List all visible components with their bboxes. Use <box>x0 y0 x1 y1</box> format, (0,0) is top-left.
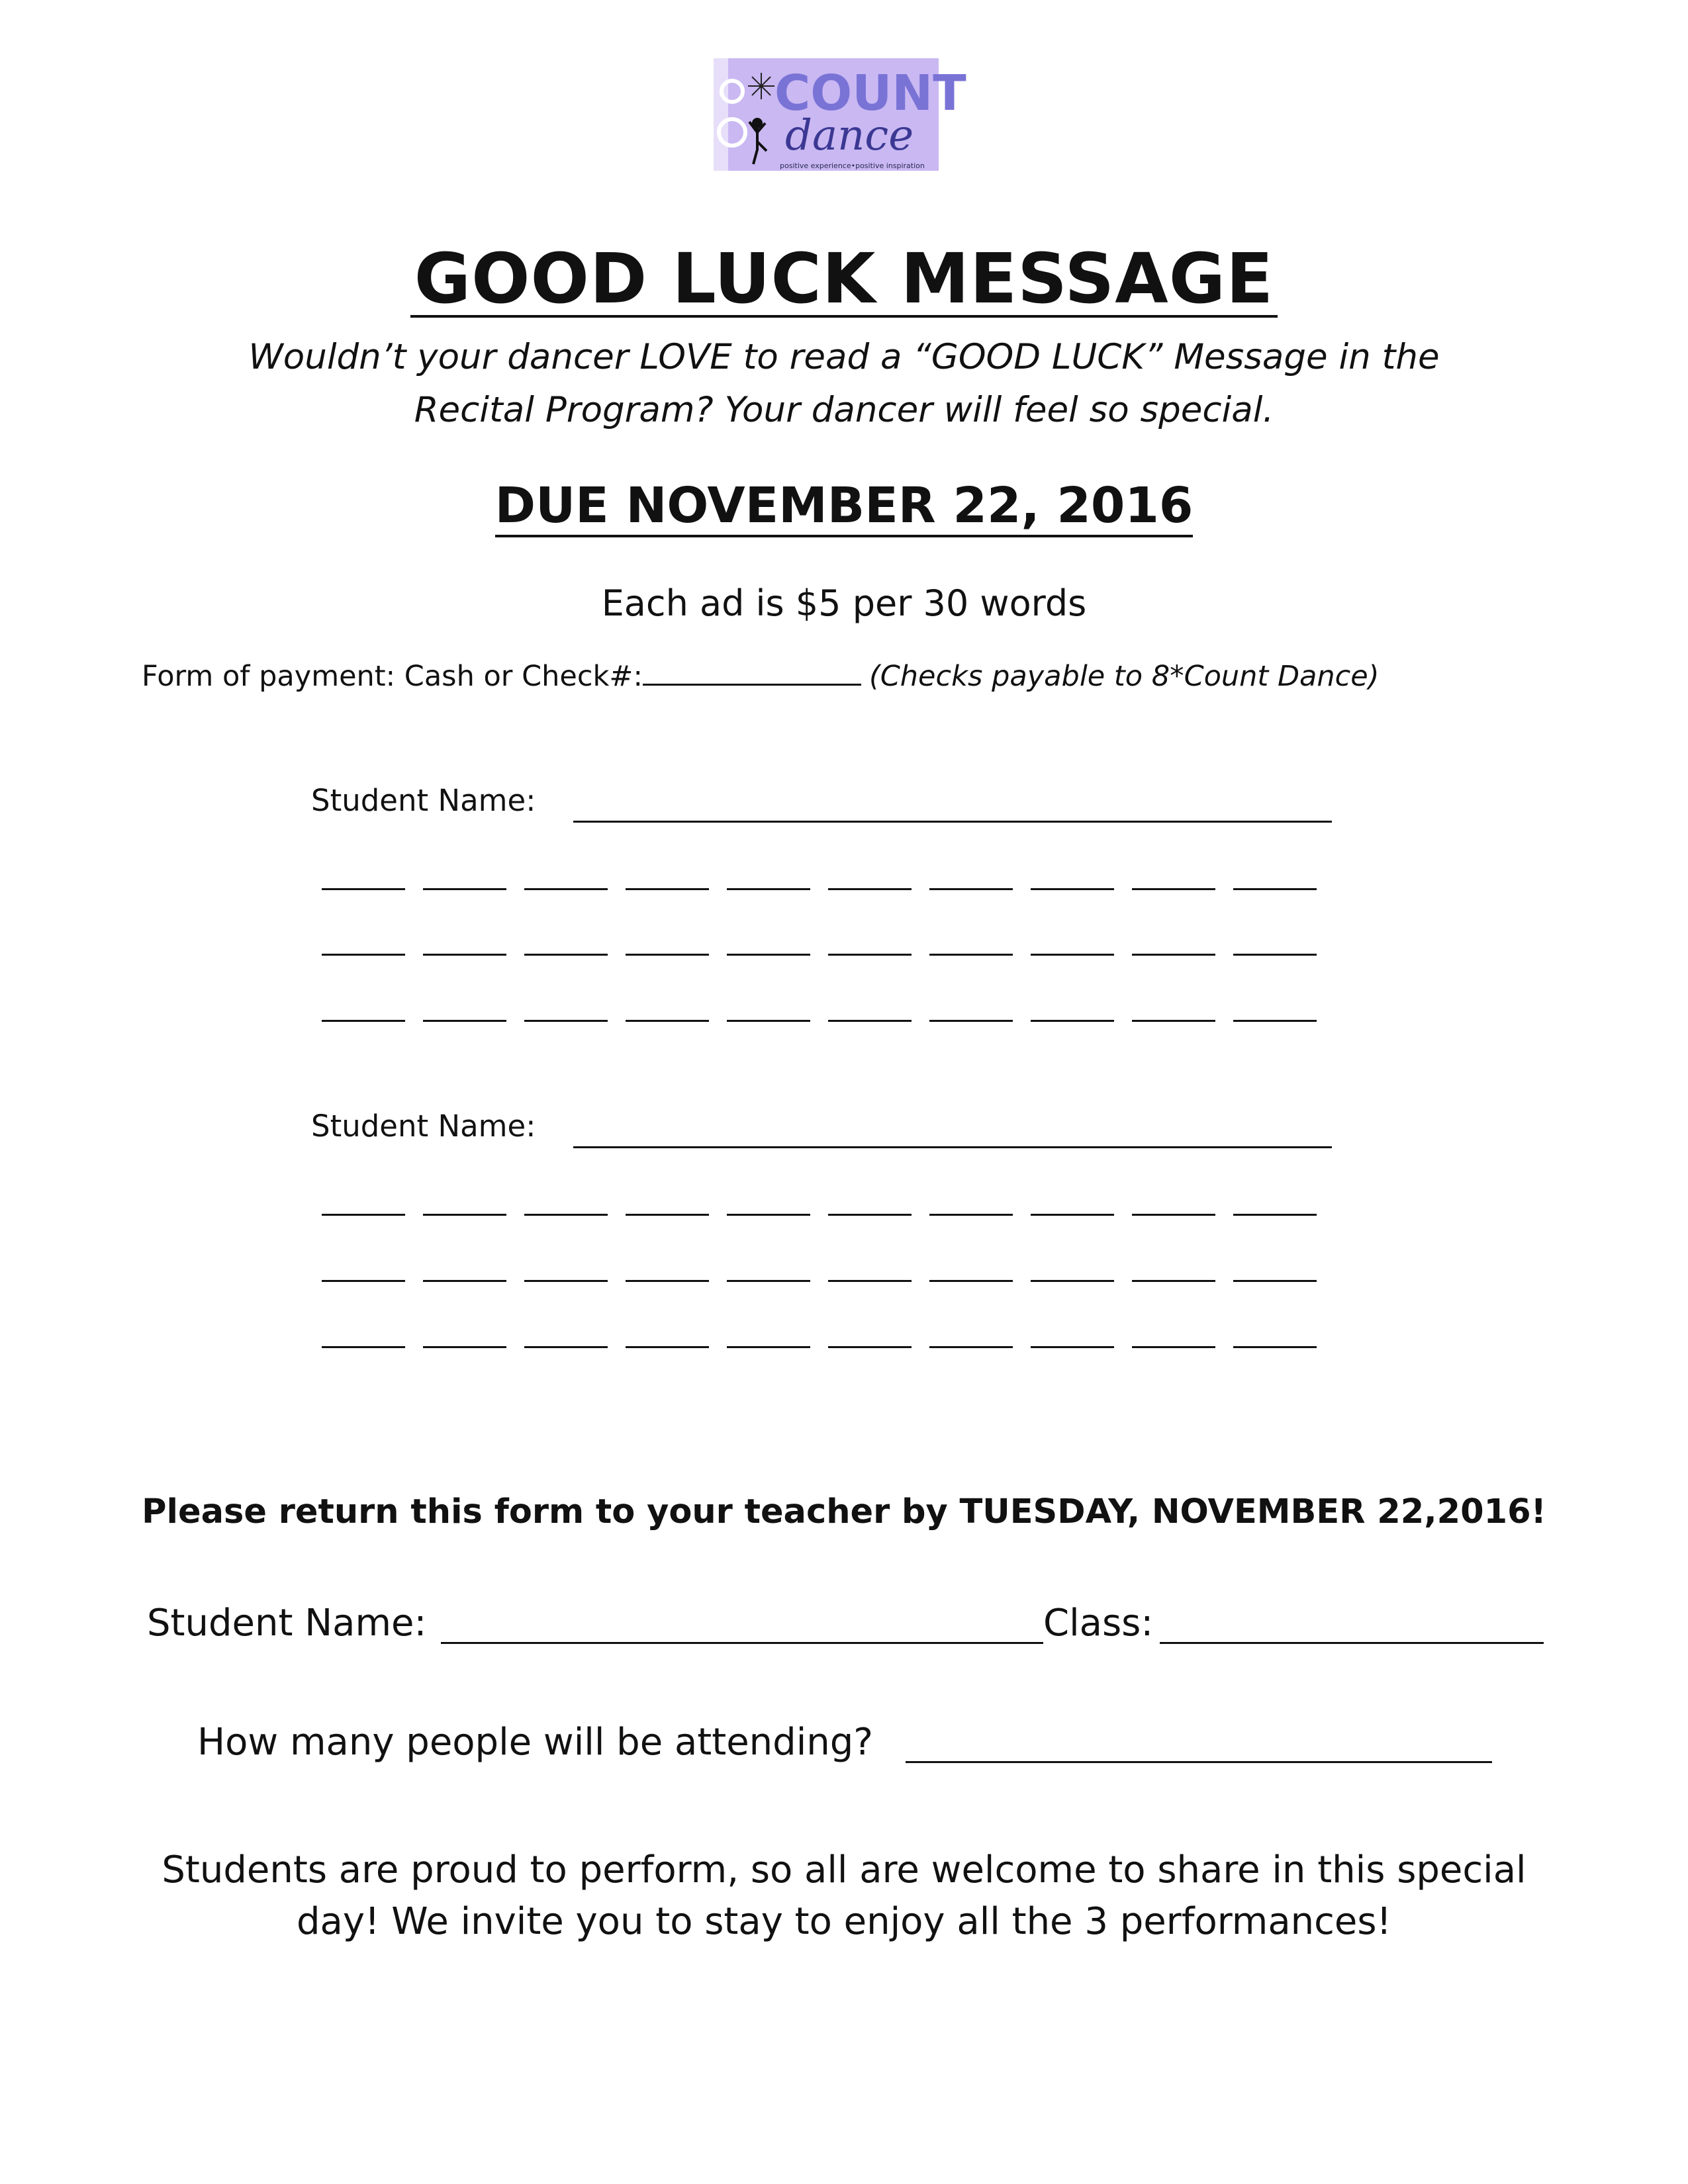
closing-text <box>0 1844 1688 1948</box>
word-blank[interactable] <box>1233 888 1317 890</box>
payment-row <box>142 657 1380 693</box>
word-blank[interactable] <box>929 954 1013 956</box>
word-blank[interactable] <box>626 1214 709 1216</box>
footer-student-name-field[interactable] <box>441 1642 1043 1644</box>
word-blank[interactable] <box>828 1280 912 1282</box>
word-blank[interactable] <box>626 1346 709 1348</box>
word-blank[interactable] <box>626 954 709 956</box>
word-blank[interactable] <box>929 888 1013 890</box>
word-blank[interactable] <box>727 1280 810 1282</box>
word-blank[interactable] <box>322 1020 405 1022</box>
footer-student-label: Student Name: <box>147 1602 427 1645</box>
page-title <box>0 238 1688 319</box>
word-blank[interactable] <box>626 888 709 890</box>
starburst-icon <box>748 73 774 99</box>
word-blank[interactable] <box>727 888 810 890</box>
logo <box>714 58 966 175</box>
closing-line-1: Students are proud to perform, so all are welcome to share in this special <box>162 1848 1526 1891</box>
due-date <box>0 477 1688 537</box>
word-blank[interactable] <box>423 1020 506 1022</box>
word-blank[interactable] <box>524 1346 608 1348</box>
intro-line-1: Wouldn’t your dancer LOVE to read a “GOOD LUCK” Message in the <box>248 337 1440 377</box>
word-blank[interactable] <box>1132 954 1215 956</box>
word-blank[interactable] <box>828 1214 912 1216</box>
word-blank[interactable] <box>423 1214 506 1216</box>
word-blank[interactable] <box>423 1346 506 1348</box>
word-blank[interactable] <box>828 1346 912 1348</box>
word-blank[interactable] <box>1233 954 1317 956</box>
word-blank[interactable] <box>727 1020 810 1022</box>
word-blank[interactable] <box>1132 1020 1215 1022</box>
word-blank[interactable] <box>524 954 608 956</box>
class-label: Class: <box>1043 1602 1154 1645</box>
word-blank[interactable] <box>524 1280 608 1282</box>
word-blank[interactable] <box>1132 1280 1215 1282</box>
count-dance-logo <box>714 58 966 175</box>
message-2-student-label: Student Name: <box>311 1109 536 1144</box>
payment-note: (Checks payable to 8*Count Dance) <box>868 660 1380 693</box>
word-blank[interactable] <box>1031 954 1114 956</box>
message-1-student-label: Student Name: <box>311 783 536 818</box>
attending-label: How many people will be attending? <box>197 1721 874 1764</box>
word-blank[interactable] <box>1233 1280 1317 1282</box>
message-2-student-name-field[interactable] <box>573 1146 1332 1148</box>
word-blank[interactable] <box>1132 1346 1215 1348</box>
word-blank[interactable] <box>1132 888 1215 890</box>
word-blank[interactable] <box>423 888 506 890</box>
logo-brand-bottom: dance <box>785 111 914 160</box>
intro-line-2: Recital Program? Your dancer will feel so special. <box>414 390 1274 430</box>
logo-brand-top: COUNT <box>774 65 966 122</box>
word-blank[interactable] <box>322 1214 405 1216</box>
word-blank[interactable] <box>1031 1280 1114 1282</box>
word-blank[interactable] <box>1031 1020 1114 1022</box>
word-blank[interactable] <box>727 954 810 956</box>
word-blank[interactable] <box>423 1280 506 1282</box>
word-blank[interactable] <box>727 1346 810 1348</box>
word-blank[interactable] <box>1233 1214 1317 1216</box>
word-blank[interactable] <box>828 954 912 956</box>
logo-left-band <box>714 58 728 171</box>
word-blank[interactable] <box>828 1020 912 1022</box>
word-blank[interactable] <box>322 888 405 890</box>
word-blank[interactable] <box>828 888 912 890</box>
word-blank[interactable] <box>929 1214 1013 1216</box>
word-blank[interactable] <box>1233 1020 1317 1022</box>
word-blank[interactable] <box>1031 1214 1114 1216</box>
word-blank[interactable] <box>1132 1214 1215 1216</box>
logo-tagline: positive experience•positive inspiration <box>780 161 925 170</box>
payment-label: Form of payment: Cash or Check#: <box>142 660 643 693</box>
return-notice: Please return this form to your teacher by TUESDAY, NOVEMBER 22,2016! <box>142 1492 1546 1531</box>
word-blank[interactable] <box>524 888 608 890</box>
word-blank[interactable] <box>626 1020 709 1022</box>
message-1-student-name-field[interactable] <box>573 821 1332 823</box>
word-blank[interactable] <box>524 1020 608 1022</box>
due-date-text: DUE NOVEMBER 22, 2016 <box>495 477 1194 537</box>
word-blank[interactable] <box>1233 1346 1317 1348</box>
word-blank[interactable] <box>727 1214 810 1216</box>
word-blank[interactable] <box>423 954 506 956</box>
word-blank[interactable] <box>929 1020 1013 1022</box>
page-title-text: GOOD LUCK MESSAGE <box>410 242 1278 318</box>
word-blank[interactable] <box>929 1280 1013 1282</box>
word-blank[interactable] <box>929 1346 1013 1348</box>
word-blank[interactable] <box>322 1346 405 1348</box>
intro-text <box>0 331 1688 437</box>
word-blank[interactable] <box>322 954 405 956</box>
word-blank[interactable] <box>524 1214 608 1216</box>
class-field[interactable] <box>1160 1642 1544 1644</box>
word-blank[interactable] <box>626 1280 709 1282</box>
word-blank[interactable] <box>1031 888 1114 890</box>
closing-line-2: day! We invite you to stay to enjoy all the 3 performances! <box>296 1900 1392 1943</box>
check-number-field[interactable] <box>643 657 861 686</box>
price-text: Each ad is $5 per 30 words <box>601 582 1087 624</box>
word-blank[interactable] <box>322 1280 405 1282</box>
attending-field[interactable] <box>906 1761 1492 1763</box>
word-blank[interactable] <box>1031 1346 1114 1348</box>
